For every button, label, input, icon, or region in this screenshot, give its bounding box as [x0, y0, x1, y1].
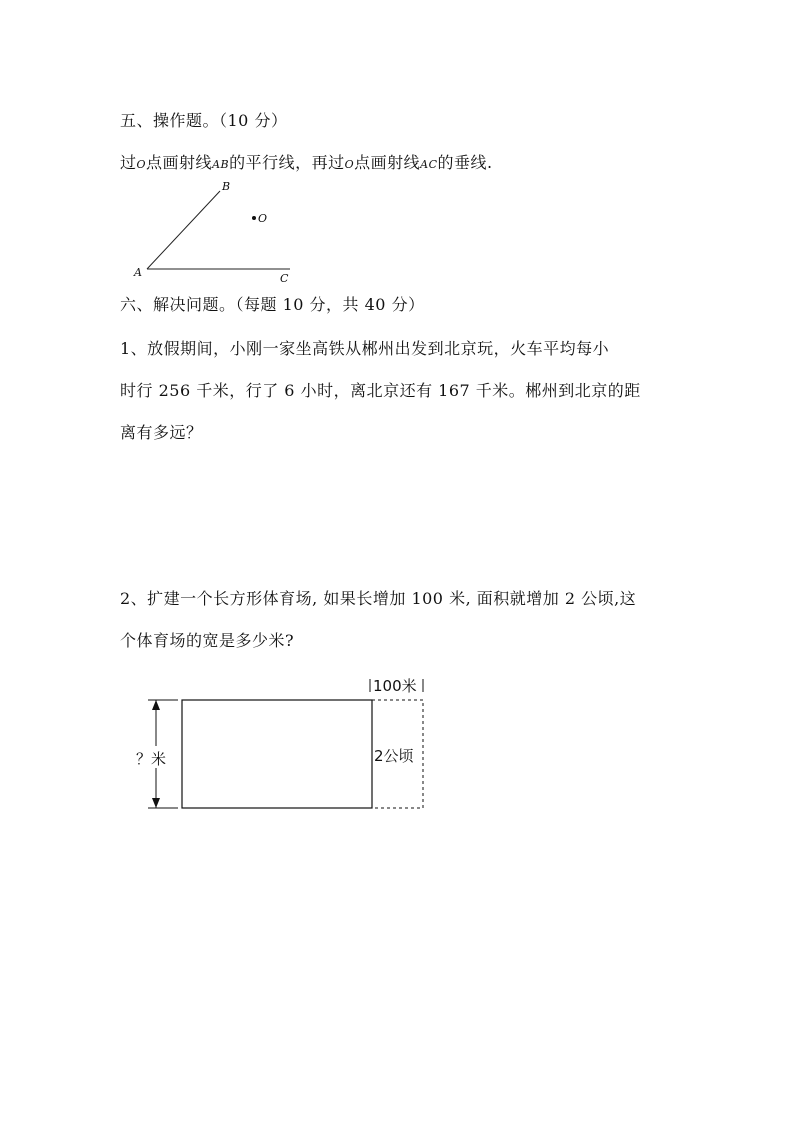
- point-o-dot: [252, 216, 256, 220]
- instr-part-1: 过: [120, 153, 137, 172]
- instr-part-3: 的平行线，再过: [229, 153, 345, 172]
- ray-ab: [147, 191, 220, 269]
- point-o-ref-2: O: [344, 158, 355, 171]
- ray-ab-ref: AB: [212, 158, 230, 171]
- q1-line-1: 1、放假期间，小刚一家坐高铁从郴州出发到北京玩，火车平均每小: [120, 339, 610, 358]
- q2-line-2: 个体育场的宽是多少米?: [120, 631, 295, 650]
- field-diagram: [130, 670, 440, 820]
- height-arrow-bottom: [152, 798, 160, 808]
- q2-line-1: 2、扩建一个长方形体育场, 如果长增加 100 米, 面积就增加 2 公顷,这: [120, 589, 637, 608]
- label-o: O: [258, 212, 268, 225]
- section-5-title: 五、操作题。（10 分）: [120, 111, 288, 130]
- label-c: C: [280, 272, 289, 285]
- area-label: 2公顷: [374, 747, 414, 765]
- instr-part-5: 的垂线.: [437, 153, 493, 172]
- original-field: [182, 700, 372, 808]
- height-arrow-top: [152, 700, 160, 710]
- section-5-instruction: [120, 150, 493, 173]
- ray-ac-ref: AC: [420, 158, 438, 171]
- extension-label: 100米: [373, 677, 417, 695]
- instr-part-4: 点画射线: [354, 153, 421, 172]
- instr-part-2: 点画射线: [146, 153, 213, 172]
- section-6-title: 六、解决问题。（每题 10 分，共 40 分）: [120, 295, 425, 314]
- angle-figure: [120, 175, 320, 290]
- height-label: ？米: [136, 750, 167, 768]
- point-o-ref-1: O: [136, 158, 147, 171]
- label-a: A: [134, 266, 142, 279]
- q1-line-3: 离有多远？: [120, 423, 203, 442]
- q1-line-2: 时行 256 千米，行了 6 小时，离北京还有 167 千米。郴州到北京的距: [120, 381, 641, 400]
- label-b: B: [222, 180, 231, 193]
